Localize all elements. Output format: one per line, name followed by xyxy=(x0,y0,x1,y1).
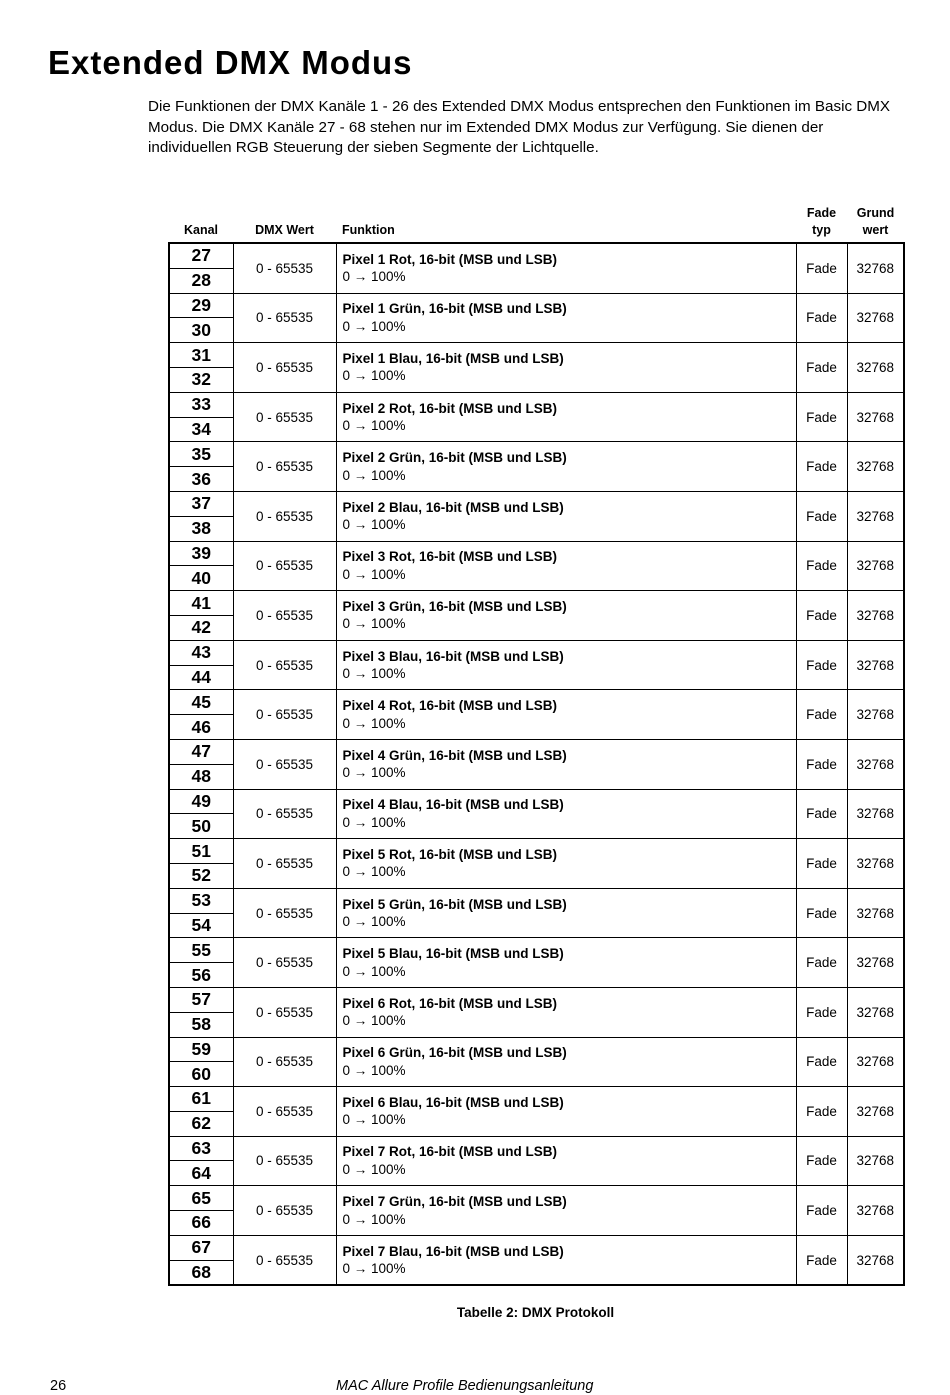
function-name: Pixel 4 Grün, 16-bit (MSB und LSB) xyxy=(342,747,567,763)
default-value: 32768 xyxy=(847,491,904,541)
dmx-value-range: 0 - 65535 xyxy=(233,343,336,393)
default-value: 32768 xyxy=(847,690,904,740)
function-name: Pixel 5 Blau, 16-bit (MSB und LSB) xyxy=(342,946,564,962)
function-range: 0 → 100% xyxy=(342,318,406,334)
table-row xyxy=(169,1235,904,1260)
function-range: 0 → 100% xyxy=(342,269,406,285)
fade-type: Fade xyxy=(796,888,847,938)
function-range: 0 → 100% xyxy=(342,1112,406,1128)
dmx-value-range: 0 - 65535 xyxy=(233,442,336,492)
table-row xyxy=(169,1087,904,1112)
dmx-value-range: 0 - 65535 xyxy=(233,1087,336,1137)
channel-msb: 49 xyxy=(169,789,233,814)
fade-type: Fade xyxy=(796,789,847,839)
function-name: Pixel 5 Rot, 16-bit (MSB und LSB) xyxy=(342,846,558,862)
header-grundwert xyxy=(847,205,904,243)
function-range: 0 → 100% xyxy=(342,715,406,731)
fade-type: Fade xyxy=(796,491,847,541)
default-value: 32768 xyxy=(847,1136,904,1186)
channel-lsb: 50 xyxy=(169,814,233,839)
function-name: Pixel 1 Rot, 16-bit (MSB und LSB) xyxy=(342,251,558,267)
dmx-value-range: 0 - 65535 xyxy=(233,938,336,988)
dmx-value-range: 0 - 65535 xyxy=(233,1186,336,1236)
dmx-value-range: 0 - 65535 xyxy=(233,1235,336,1285)
header-grund-line1: Grund xyxy=(856,206,895,220)
table-header xyxy=(169,205,904,243)
function-name: Pixel 4 Rot, 16-bit (MSB und LSB) xyxy=(342,698,558,714)
table-row xyxy=(169,1186,904,1211)
table-row xyxy=(169,491,904,516)
table-row xyxy=(169,938,904,963)
channel-lsb: 38 xyxy=(169,516,233,541)
channel-msb: 29 xyxy=(169,293,233,318)
fade-type: Fade xyxy=(796,839,847,889)
function-range: 0 → 100% xyxy=(342,1013,406,1029)
channel-lsb: 48 xyxy=(169,764,233,789)
dmx-value-range: 0 - 65535 xyxy=(233,690,336,740)
channel-msb: 45 xyxy=(169,690,233,715)
channel-msb: 63 xyxy=(169,1136,233,1161)
default-value: 32768 xyxy=(847,640,904,690)
function-name: Pixel 2 Grün, 16-bit (MSB und LSB) xyxy=(342,450,567,466)
header-funktion: Funktion xyxy=(342,223,395,237)
table-row xyxy=(169,343,904,368)
default-value: 32768 xyxy=(847,392,904,442)
channel-msb: 53 xyxy=(169,888,233,913)
channel-lsb: 32 xyxy=(169,367,233,392)
function-cell xyxy=(336,1087,796,1137)
table-row xyxy=(169,839,904,864)
function-name: Pixel 3 Blau, 16-bit (MSB und LSB) xyxy=(342,648,564,664)
table-row xyxy=(169,442,904,467)
dmx-value-range: 0 - 65535 xyxy=(233,839,336,889)
function-cell xyxy=(336,640,796,690)
channel-lsb: 52 xyxy=(169,863,233,888)
channel-lsb: 62 xyxy=(169,1111,233,1136)
function-range: 0 → 100% xyxy=(342,666,406,682)
dmx-value-range: 0 - 65535 xyxy=(233,491,336,541)
function-cell xyxy=(336,789,796,839)
default-value: 32768 xyxy=(847,343,904,393)
default-value: 32768 xyxy=(847,789,904,839)
fade-type: Fade xyxy=(796,987,847,1037)
fade-type: Fade xyxy=(796,1037,847,1087)
fade-type: Fade xyxy=(796,442,847,492)
table-row xyxy=(169,243,904,268)
dmx-value-range: 0 - 65535 xyxy=(233,243,336,293)
dmx-value-range: 0 - 65535 xyxy=(233,293,336,343)
function-range: 0 → 100% xyxy=(342,1261,406,1277)
default-value: 32768 xyxy=(847,541,904,591)
table-body xyxy=(169,243,904,1285)
footer-document-title: MAC Allure Profile Bedienungsanleitung xyxy=(336,1378,594,1394)
function-cell xyxy=(336,938,796,988)
channel-lsb: 54 xyxy=(169,913,233,938)
header-fade-line2: typ xyxy=(812,223,831,237)
page-title: Extended DMX Modus xyxy=(48,44,413,81)
default-value: 32768 xyxy=(847,293,904,343)
default-value: 32768 xyxy=(847,888,904,938)
channel-lsb: 56 xyxy=(169,963,233,988)
function-range: 0 → 100% xyxy=(342,616,406,632)
default-value: 32768 xyxy=(847,1037,904,1087)
channel-lsb: 28 xyxy=(169,268,233,293)
channel-msb: 51 xyxy=(169,839,233,864)
function-range: 0 → 100% xyxy=(342,864,406,880)
channel-msb: 43 xyxy=(169,640,233,665)
fade-type: Fade xyxy=(796,640,847,690)
channel-msb: 41 xyxy=(169,591,233,616)
channel-msb: 37 xyxy=(169,491,233,516)
header-dmx-wert: DMX Wert xyxy=(255,223,314,237)
function-range: 0 → 100% xyxy=(342,1062,406,1078)
dmx-value-range: 0 - 65535 xyxy=(233,591,336,641)
function-name: Pixel 2 Blau, 16-bit (MSB und LSB) xyxy=(342,499,564,515)
default-value: 32768 xyxy=(847,442,904,492)
function-cell xyxy=(336,1037,796,1087)
default-value: 32768 xyxy=(847,839,904,889)
function-name: Pixel 6 Rot, 16-bit (MSB und LSB) xyxy=(342,995,558,1011)
function-range: 0 → 100% xyxy=(342,517,406,533)
function-range: 0 → 100% xyxy=(342,467,406,483)
function-cell xyxy=(336,243,796,293)
table-row xyxy=(169,789,904,814)
function-range: 0 → 100% xyxy=(342,1211,406,1227)
default-value: 32768 xyxy=(847,1087,904,1137)
default-value: 32768 xyxy=(847,1186,904,1236)
fade-type: Fade xyxy=(796,938,847,988)
table-row xyxy=(169,888,904,913)
function-name: Pixel 7 Rot, 16-bit (MSB und LSB) xyxy=(342,1144,558,1160)
default-value: 32768 xyxy=(847,739,904,789)
channel-lsb: 66 xyxy=(169,1211,233,1236)
fade-type: Fade xyxy=(796,1136,847,1186)
channel-msb: 39 xyxy=(169,541,233,566)
function-name: Pixel 3 Grün, 16-bit (MSB und LSB) xyxy=(342,598,567,614)
function-cell xyxy=(336,888,796,938)
default-value: 32768 xyxy=(847,1235,904,1285)
function-cell xyxy=(336,442,796,492)
function-cell xyxy=(336,739,796,789)
function-cell xyxy=(336,987,796,1037)
function-cell xyxy=(336,839,796,889)
function-name: Pixel 6 Grün, 16-bit (MSB und LSB) xyxy=(342,1045,567,1061)
function-cell xyxy=(336,690,796,740)
dmx-value-range: 0 - 65535 xyxy=(233,987,336,1037)
function-cell xyxy=(336,1186,796,1236)
fade-type: Fade xyxy=(796,343,847,393)
function-cell xyxy=(336,343,796,393)
table-row xyxy=(169,690,904,715)
function-name: Pixel 7 Blau, 16-bit (MSB und LSB) xyxy=(342,1243,564,1259)
fade-type: Fade xyxy=(796,591,847,641)
function-name: Pixel 5 Grün, 16-bit (MSB und LSB) xyxy=(342,896,567,912)
function-name: Pixel 2 Rot, 16-bit (MSB und LSB) xyxy=(342,400,558,416)
header-fade-typ xyxy=(796,205,847,243)
channel-msb: 55 xyxy=(169,938,233,963)
table-row xyxy=(169,591,904,616)
channel-msb: 33 xyxy=(169,392,233,417)
dmx-value-range: 0 - 65535 xyxy=(233,1037,336,1087)
table-row xyxy=(169,987,904,1012)
function-cell xyxy=(336,1235,796,1285)
dmx-value-range: 0 - 65535 xyxy=(233,640,336,690)
function-cell xyxy=(336,541,796,591)
fade-type: Fade xyxy=(796,1087,847,1137)
channel-lsb: 46 xyxy=(169,715,233,740)
table-row xyxy=(169,541,904,566)
channel-lsb: 42 xyxy=(169,615,233,640)
function-range: 0 → 100% xyxy=(342,1161,406,1177)
channel-msb: 35 xyxy=(169,442,233,467)
table-row xyxy=(169,392,904,417)
table-caption: Tabelle 2: DMX Protokoll xyxy=(456,1305,615,1320)
function-cell xyxy=(336,591,796,641)
channel-msb: 59 xyxy=(169,1037,233,1062)
fade-type: Fade xyxy=(796,690,847,740)
fade-type: Fade xyxy=(796,392,847,442)
fade-type: Fade xyxy=(796,739,847,789)
channel-msb: 67 xyxy=(169,1235,233,1260)
channel-lsb: 58 xyxy=(169,1012,233,1037)
table-row xyxy=(169,1037,904,1062)
dmx-value-range: 0 - 65535 xyxy=(233,789,336,839)
function-name: Pixel 1 Blau, 16-bit (MSB und LSB) xyxy=(342,350,564,366)
table-row xyxy=(169,1136,904,1161)
header-fade-line1: Fade xyxy=(806,206,837,220)
function-range: 0 → 100% xyxy=(342,368,406,384)
channel-lsb: 44 xyxy=(169,665,233,690)
function-name: Pixel 1 Grün, 16-bit (MSB und LSB) xyxy=(342,301,567,317)
function-name: Pixel 3 Rot, 16-bit (MSB und LSB) xyxy=(342,549,558,565)
channel-msb: 57 xyxy=(169,987,233,1012)
function-cell xyxy=(336,1136,796,1186)
table-row xyxy=(169,640,904,665)
fade-type: Fade xyxy=(796,541,847,591)
header-kanal: Kanal xyxy=(183,223,219,237)
dmx-value-range: 0 - 65535 xyxy=(233,541,336,591)
function-name: Pixel 6 Blau, 16-bit (MSB und LSB) xyxy=(342,1094,564,1110)
function-range: 0 → 100% xyxy=(342,418,406,434)
channel-msb: 61 xyxy=(169,1087,233,1112)
channel-lsb: 60 xyxy=(169,1062,233,1087)
default-value: 32768 xyxy=(847,938,904,988)
table-row xyxy=(169,739,904,764)
channel-msb: 31 xyxy=(169,343,233,368)
table-row xyxy=(169,293,904,318)
channel-lsb: 30 xyxy=(169,318,233,343)
function-cell xyxy=(336,293,796,343)
channel-lsb: 68 xyxy=(169,1260,233,1285)
fade-type: Fade xyxy=(796,243,847,293)
channel-msb: 27 xyxy=(169,243,233,268)
fade-type: Fade xyxy=(796,293,847,343)
function-range: 0 → 100% xyxy=(342,963,406,979)
function-range: 0 → 100% xyxy=(342,914,406,930)
channel-lsb: 36 xyxy=(169,467,233,492)
channel-lsb: 64 xyxy=(169,1161,233,1186)
function-cell xyxy=(336,491,796,541)
default-value: 32768 xyxy=(847,591,904,641)
dmx-value-range: 0 - 65535 xyxy=(233,739,336,789)
function-name: Pixel 4 Blau, 16-bit (MSB und LSB) xyxy=(342,797,564,813)
dmx-value-range: 0 - 65535 xyxy=(233,888,336,938)
function-range: 0 → 100% xyxy=(342,566,406,582)
channel-lsb: 40 xyxy=(169,566,233,591)
dmx-value-range: 0 - 65535 xyxy=(233,392,336,442)
fade-type: Fade xyxy=(796,1186,847,1236)
dmx-protocol-table xyxy=(168,205,905,1286)
fade-type: Fade xyxy=(796,1235,847,1285)
function-range: 0 → 100% xyxy=(342,814,406,830)
default-value: 32768 xyxy=(847,987,904,1037)
channel-msb: 47 xyxy=(169,739,233,764)
channel-lsb: 34 xyxy=(169,417,233,442)
function-name: Pixel 7 Grün, 16-bit (MSB und LSB) xyxy=(342,1194,567,1210)
intro-paragraph: Die Funktionen der DMX Kanäle 1 - 26 des Extended DMX Modus entsprechen den Funktionen im Basic DMX Modus. Die DMX Kanäle 27 - 68 stehen nur im Extended DMX Modus zur Verfügung. Sie dienen der individuellen RGB Steuerung der sieben Segmente der Lichtquelle. xyxy=(148,98,891,156)
dmx-value-range: 0 - 65535 xyxy=(233,1136,336,1186)
function-range: 0 → 100% xyxy=(342,765,406,781)
function-cell xyxy=(336,392,796,442)
header-grund-line2: wert xyxy=(862,223,889,237)
channel-msb: 65 xyxy=(169,1186,233,1211)
page-number: 26 xyxy=(50,1378,67,1394)
default-value: 32768 xyxy=(847,243,904,293)
